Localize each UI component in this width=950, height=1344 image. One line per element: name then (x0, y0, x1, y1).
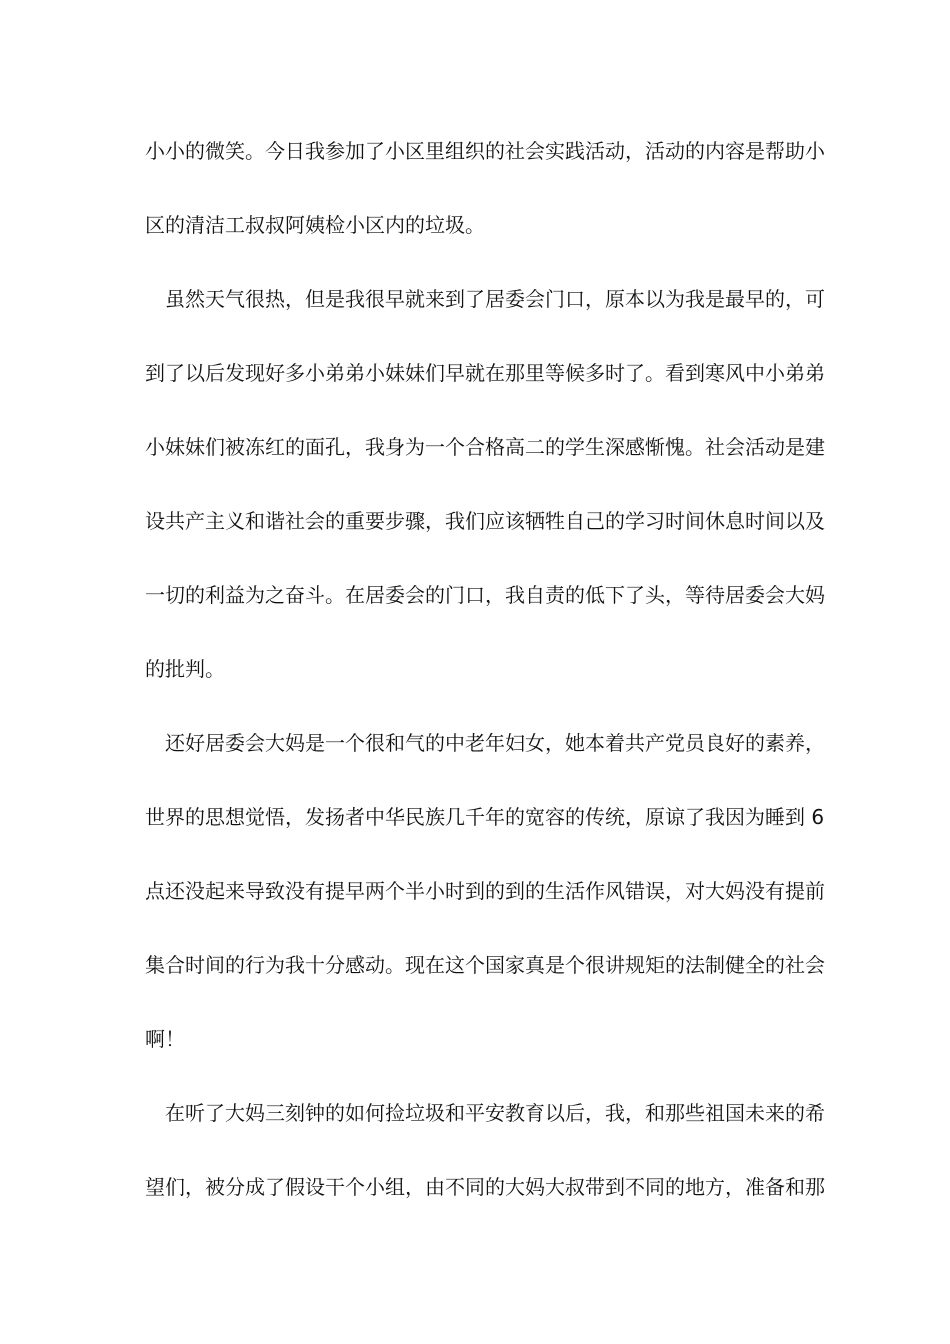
text-line: 的批判。 (145, 657, 225, 681)
text-line: 望们，被分成了假设干个小组，由不同的大妈大叔带到不同的地方，准备和那 (145, 1175, 825, 1199)
text-line: 小小的微笑。今日我参加了小区里组织的社会实践活动，活动的内容是帮助小 (145, 139, 825, 163)
document-body (145, 131, 825, 1241)
text-line: 世界的思想觉悟，发扬者中华民族几千年的宽容的传统，原谅了我因为睡到 6 (145, 805, 825, 829)
text-line: 在听了大妈三刻钟的如何捡垃圾和平安教育以后，我，和那些祖国未来的希 (145, 1101, 825, 1125)
text-line: 虽然天气很热，但是我很早就来到了居委会门口，原本以为我是最早的，可 (145, 287, 825, 311)
text-line: 还好居委会大妈是一个很和气的中老年妇女，她本着共产党员良好的素养， (145, 731, 825, 755)
text-line: 设共产主义和谐社会的重要步骤，我们应该牺牲自己的学习时间休息时间以及 (145, 509, 825, 533)
text-line: 小妹妹们被冻红的面孔，我身为一个合格高二的学生深感惭愧。社会活动是建 (145, 435, 825, 459)
text-line: 啊！ (145, 1027, 185, 1051)
text-line: 点还没起来导致没有提早两个半小时到的到的生活作风错误，对大妈没有提前 (145, 879, 825, 903)
text-line: 一切的利益为之奋斗。在居委会的门口，我自责的低下了头，等待居委会大妈 (145, 583, 825, 607)
text-line: 集合时间的行为我十分感动。现在这个国家真是个很讲规矩的法制健全的社会 (145, 953, 825, 977)
text-line: 区的清洁工叔叔阿姨检小区内的垃圾。 (145, 213, 485, 237)
text-line: 到了以后发现好多小弟弟小妹妹们早就在那里等候多时了。看到寒风中小弟弟 (145, 361, 825, 385)
